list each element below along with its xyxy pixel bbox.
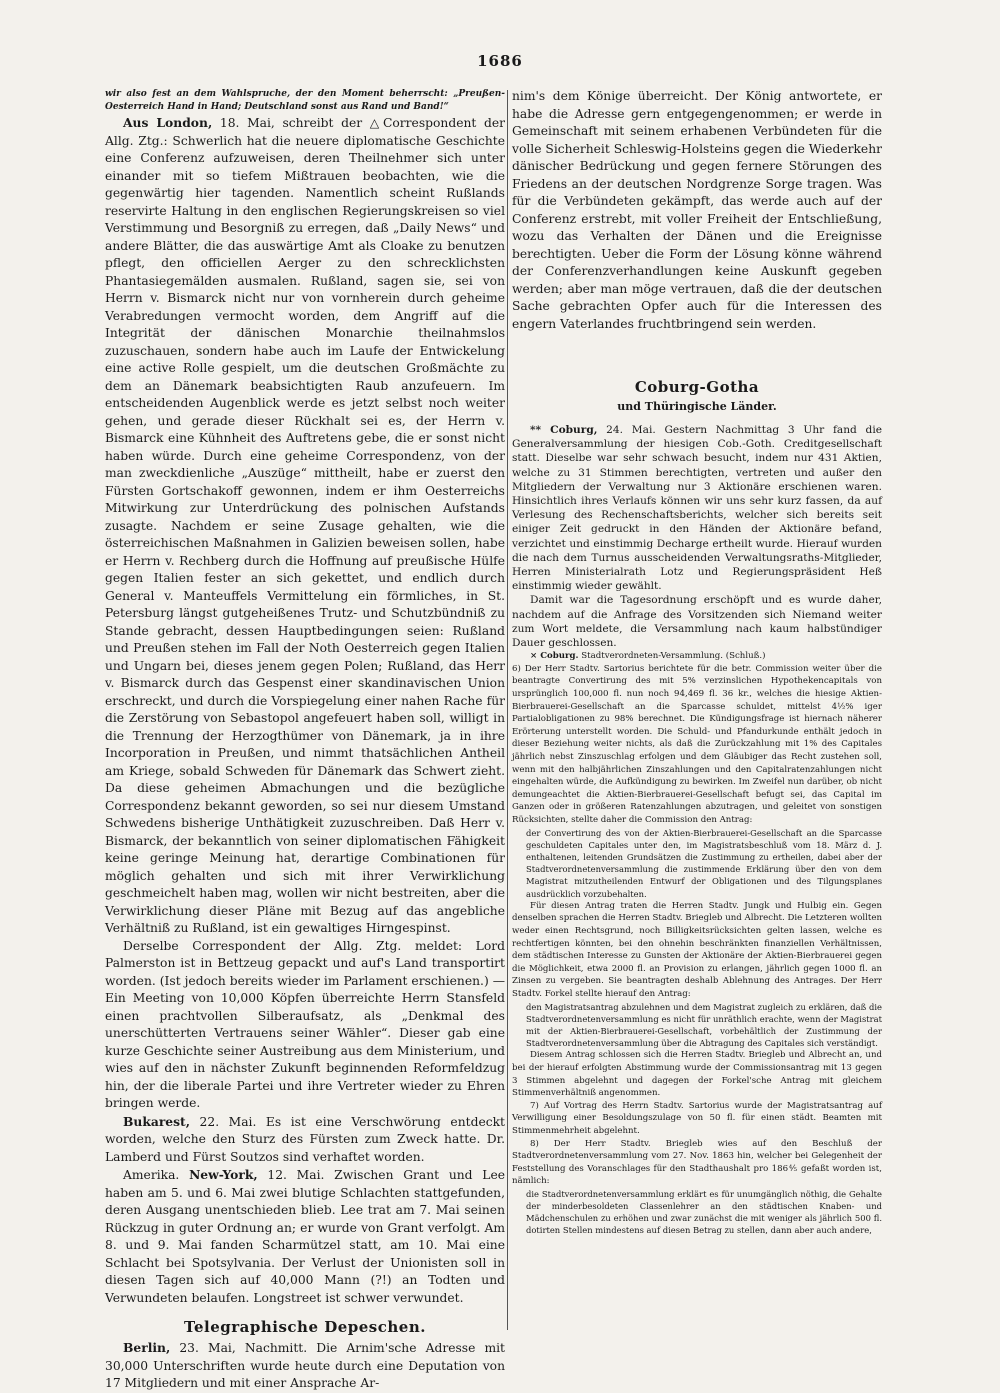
page-number: 1686 — [477, 52, 523, 70]
council-item-7: 7) Auf Vortrag des Herrn Stadtv. Sartorius wurde der Magistratsantrag auf Verwilligung einer Besoldungszulage von 50 fl. für einen städt. Beamten mit Stimmenmehrheit abgelehnt. — [512, 1100, 882, 1136]
council-item-6: 6) Der Herr Stadtv. Sartorius berichtete für die betr. Commission weiter über die beantragte Convertirung des mit 5% verzinslichen Hypothekencapitals von ursprünglich 100,000 fl. nun noch 94,469 fl. 36 kr., welches die hiesige Aktien-Bierbrauerei-Gesellschaft an die Sparcasse schuldet, mittelst 4½% iger Partialobligationen zu 98% berechnet. Die Kündigungsfrage ist hiernach näherer Erörterung unterstellt worden. Die Schuld- und Pfandurkunde enthält jedoch in dieser Beziehung weiter nichts, als daß die Zurückzahlung mit 1% des Capitales jährlich nebst Zinszuschlag erfolgen und dem Gläubiger das Recht zustehen soll, wenn mit den halbjährlichen Zinszahlungen und den Capitalratenzahlungen nicht eingehalten würde, die Aufkündigung zu bewirken. Im Zweifel nun darüber, ob nicht demungeachtet die Aktien-Bierbrauerei-Gesellschaft befugt sei, das Capital im Ganzen oder in größeren Ratenzahlungen abzutragen, und geleitet von sonstigen Rücksichten, stellte daher die Commission den Antrag: — [512, 663, 882, 825]
berlin-article — [105, 1339, 505, 1393]
column-divider — [507, 90, 508, 1330]
dateline-london: Aus London, — [123, 115, 213, 130]
bukarest-article — [105, 1113, 505, 1167]
lead-paragraph: wir also fest an dem Wahlspruche, der den Moment beherrscht: „Preußen-Oesterreich Hand in Hand; Deutschland sonst aus Rand und Band!“ — [105, 89, 505, 112]
coburg-credit-article — [512, 423, 882, 593]
council-motion-3: die Stadtverordnetenversammlung erklärt es für unumgänglich nöthig, die Gehalte der minderbesoldeten Classenlehrer an den städtischen Knaben- und Mädchenschulen zu erhöhen und zwar zunächst die mit weniger als jährlich 500 fl. dotirten Stellen mindestens auf diesen Betrag zu stellen, dann aber auch andere, — [526, 1188, 882, 1236]
dateline-bukarest: Bukarest, — [123, 1113, 191, 1129]
coburg-credit-end: Damit war die Tagesordnung erschöpft und es wurde daher, nachdem auf die Anfrage des Vorsitzenden sich Niemand weiter zum Wort meldete, die Versammlung nach kaum halbstündiger Dauer geschlossen. — [512, 594, 882, 650]
bukarest-text: 22. Mai. Es ist eine Verschwörung entdeckt worden, welche den Sturz des Fürsten zum Zweck hatte. Dr. Lamberd und Fürst Soutzos sind verhaftet worden. — [105, 1114, 505, 1164]
berlin-text: 23. Mai, Nachmitt. Die Arnim'sche Adresse mit 30,000 Unterschriften wurde heute durch eine Deputation von 17 Mitgliedern und mit einer Ansprache Ar- — [105, 1341, 505, 1390]
dateline-coburg-council: × Coburg. — [530, 651, 579, 662]
amerika-label: Amerika. — [123, 1168, 190, 1182]
council-motion-1: der Convertirung des von der Aktien-Bierbrauerei-Gesellschaft an die Sparcasse geschuldeten Capitales unter den, im Magistratsbeschluß vom 18. März d. J. enthaltenen, leitenden Grundsätzen die Zustimmung zu ertheilen, dabei aber der Stadtverordnetenversammlung die zustimmende Erklärung über den von dem Magistrat mitzutheilenden Entwurf der Obligationen und des Tilgungsplanes ausdrücklich vorzubehalten. — [526, 827, 882, 899]
council-motion-2: den Magistratsantrag abzulehnen und dem Magistrat zugleich zu erklären, daß die Stadtverordnetenversammlung es nicht für unräthlich erachte, wenn der Magistrat mit der Aktien-Bierbrauerei-Gesellschaft, vorbehältlich der Zustimmung der Stadtverordnetenversammlung über die Abtragung des Capitales sich verständigt. — [526, 1001, 882, 1049]
council-item-8: 8) Der Herr Stadtv. Briegleb wies auf den Beschluß der Stadtverordnetenversammlung vom 27. Nov. 1863 hin, welcher bei Gelegenheit der Feststellung des Voranschlages für den Stadthaushalt pro 186⅘ gefaßt worden ist, nämlich: — [512, 1138, 882, 1187]
newyork-article — [105, 1166, 505, 1307]
telegraph-heading: Telegraphische Depeschen. — [184, 1318, 426, 1336]
london-text: 18. Mai, schreibt der △Correspondent der Allg. Ztg.: Schwerlich hat die neuere diplomatische Geschichte eine Conferenz aufzuweisen, deren Theilnehmer sich unter einander mit so tiefem Mißtrauen beobachten, wie die gegenwärtig hier tagenden. Namentlich scheint Rußlands reservirte Haltung in den englischen Regierungskreisen so viel Verstimmung und Besorgniß zu erregen, daß „Daily News“ und andere Blätter, die das auswärtige Amt als Cloake zu benutzen pflegt, den officiellen Aerger zu den schrecklichsten Phantasiegemälden ausmalen. Rußland, sagen sie, sei von Herrn v. Bismarck nicht nur von vornherein durch geheime Verabredungen vermocht worden, dem Angriff auf die Integrität der dänischen Monarchie theilnahmslos zuzuschauen, sondern habe auch im Laufe der Entwickelung eine active Rolle gespielt, um die deutschen Großmächte zu dem an Dänemark beabsichtigten Raub anzufeuern. Im entscheidenden Augenblick werde es jetzt selbst noch weiter gehen, und gerade dieser Rückhalt sei es, der Herrn v. Bismarck eine Kühnheit des Auftretens gebe, die er sonst nicht haben würde. Durch eine geheime Correspondenz, von der man zweckdienliche „Auszüge“ mittheilt, habe er zuerst den Fürsten Gortschakoff gewonnen, indem er ihm Oesterreichs Mitwirkung zur Unterdrückung des polnischen Aufstands zusagte. Nachdem er seine Zusage gehalten, wie die österreichischen Maßnahmen in Galizien beweisen sollen, habe er Herrn v. Rechberg durch die Hoffnung auf preußische Hülfe gegen Italien fester an sich gekettet, und endlich durch General v. Manteuffels Vermittelung ein förmliches, in St. Petersburg längst gutgeheißenes Trutz- und Schutzbündniß zu Stande gebracht, dessen Hauptbedingungen seien: Rußland und Preußen stehen im Fall der Noth Oesterreich gegen Italien und Ungarn bei, dieses jenem gegen Polen; Rußland, das Herr v. Bismarck durch das Gespenst einer skandinavischen Union erschreckt, und durch die Vorspiegelung einer nahen Rache für die Zerstörung von Sebastopol angefeuert haben soll, willigt in die Trennung der Herzogthümer von Dänemark, ja in ihre Incorporation in Preußen, und nimmt thatsächlichen Antheil am Kriege, sobald Schweden für Dänemark das Schwert zieht. Da diese geheimen Abmachungen und die bezügliche Correspondenz bekannt geworden, so sei nur diesem Umstand Schwedens bisherige Unthätigkeit zuzuschreiben. Daß Herr v. Bismarck, der bekanntlich von seiner diplomatischen Fähigkeit keine geringe Meinung hat, derartige Combinationen für möglich gehalten und sich mit ihrer Verwirklichung geschmeichelt haben mag, wollen wir nicht bestreiten, aber die Verwirklichung dieser Pläne mit Bezug auf das angebliche Verhältniß zu Rußland, ist ein gewaltiges Hirngespinst. — [105, 116, 505, 935]
section-subheading: und Thüringische Länder. — [617, 400, 777, 413]
council-item-6-vote: Diesem Antrag schlossen sich die Herren Stadtv. Briegleb und Albrecht an, und bei der hierauf erfolgten Abstimmung wurde der Commissionsantrag mit 13 gegen 3 Stimmen abgelehnt und dagegen der Forkel'sche Antrag mit gleichem Stimmenverhältniß angenommen. — [512, 1050, 882, 1099]
right-column — [512, 88, 882, 1338]
council-title: Stadtverordneten-Versammlung. (Schluß.) — [578, 651, 766, 662]
coburg-credit-text: 24. Mai. Gestern Nachmittag 3 Uhr fand die Generalversammlung der hiesigen Cob.-Goth. Creditgesellschaft statt. Dieselbe war sehr schwach besucht, indem nur 431 Aktien, welche zu 31 Stimmen berechtigten, vertreten und außer den Mitgliedern der Verwaltung nur 3 Aktionäre erschienen waren. Hinsichtlich ihres Verlaufs können wir uns sehr kurz fassen, da auf Verlesung des Rechenschaftsberichts, welcher sich bereits seit einiger Zeit gedruckt in den Händen der Aktionäre befand, verzichtet und einstimmig Decharge ertheilt wurde. Hierauf wurden die nach dem Turnus ausscheidenden Verwaltungsraths-Mitglieder, Herren Ministerialrath Lotz und Regierungspräsident Heß einstimmig wieder gewählt. — [512, 424, 882, 593]
palmerston-article: Derselbe Correspondent der Allg. Ztg. meldet: Lord Palmerston ist in Bettzeug gepackt und auf's Land transportirt worden. (Ist jedoch bereits wieder im Parlament erschienen.) — Ein Meeting von 10,000 Köpfen überreichte Herrn Stansfeld einen prachtvollen Silberaufsatz, als „Denkmal des unerschütterten Vertrauens seiner Wähler“. Dieser gab eine kurze Geschichte seiner Austreibung aus dem Ministerium, und wies auf den in nächster Zukunft beginnenden Reformfeldzug hin, der die liberale Partei und ihre Vertreter wieder zu Ehren bringen werde. — [105, 938, 505, 1110]
dateline-newyork: New-York, — [189, 1167, 258, 1182]
council-item-6-debate: Für diesen Antrag traten die Herren Stadtv. Jungk und Hulbig ein. Gegen denselben sprachen die Herren Stadtv. Briegleb und Albrecht. Die Letzteren wollten weder einen Rechtsgrund, noch Billigkeitsrücksichten gelten lassen, welche es rechtfertigen könnten, bei den ohnehin beschränkten finanziellen Verhältnissen, dem städtischen Interesse zu Gunsten der Aktionäre der Aktien-Bierbrauerei gegen die Möglichkeit, etwa 2000 fl. an Provision zu erlangen, jährlich gegen 1000 fl. an Zinsen zu vergeben. Sie beantragten deshalb Ablehnung des Antrages. Der Herr Stadtv. Forkel stellte hierauf den Antrag: — [512, 900, 882, 999]
berlin-continuation: nim's dem Könige überreicht. Der König antwortete, er habe die Adresse gern entgegengenommen; er werde in Gemeinschaft mit seinem erhabenen Verbündeten für die volle Sicherheit Schleswig-Holsteins gegen die Wiederkehr dänischer Bedrückung und gegen fernere Störungen des Friedens an der deutschen Nordgrenze Sorge tragen. Was für die Verbündeten gekämpft, das werde auch auf der Conferenz erstrebt, mit voller Freiheit der Entschließung, wozu das Verhalten der Dänen und die Ereignisse berechtigten. Ueber die Form der Lösung könne während der Conferenzverhandlungen keine Auskunft gegeben werden; aber man möge vertrauen, daß die der deutschen Sache gebrachten Opfer auch für die Interessen des engern Vaterlandes fruchtbringend sein werden. — [512, 89, 882, 331]
london-article — [105, 114, 505, 938]
dateline-coburg: ** Coburg, — [530, 424, 598, 436]
left-column — [105, 88, 506, 1390]
newyork-text: 12. Mai. Zwischen Grant und Lee haben am 5. und 6. Mai zwei blutige Schlachten stattgefunden, deren Ausgang unentschieden blieb. Lee trat am 7. Mai seinen Rückzug in guter Ordnung an; er wurde von Grant verfolgt. Am 8. und 9. Mai fanden Scharmützel statt, am 10. Mai eine Schlacht bei Spotsylvania. Der Verlust der Unionisten soll in diesen Tagen sich auf 40,000 Mann (?!) an Todten und Verwundeten belaufen. Longstreet ist schwer verwundet. — [105, 1168, 506, 1305]
section-heading: Coburg-Gotha — [634, 378, 760, 396]
dateline-berlin: Berlin, — [123, 1340, 171, 1355]
coburg-council-article — [512, 650, 882, 663]
